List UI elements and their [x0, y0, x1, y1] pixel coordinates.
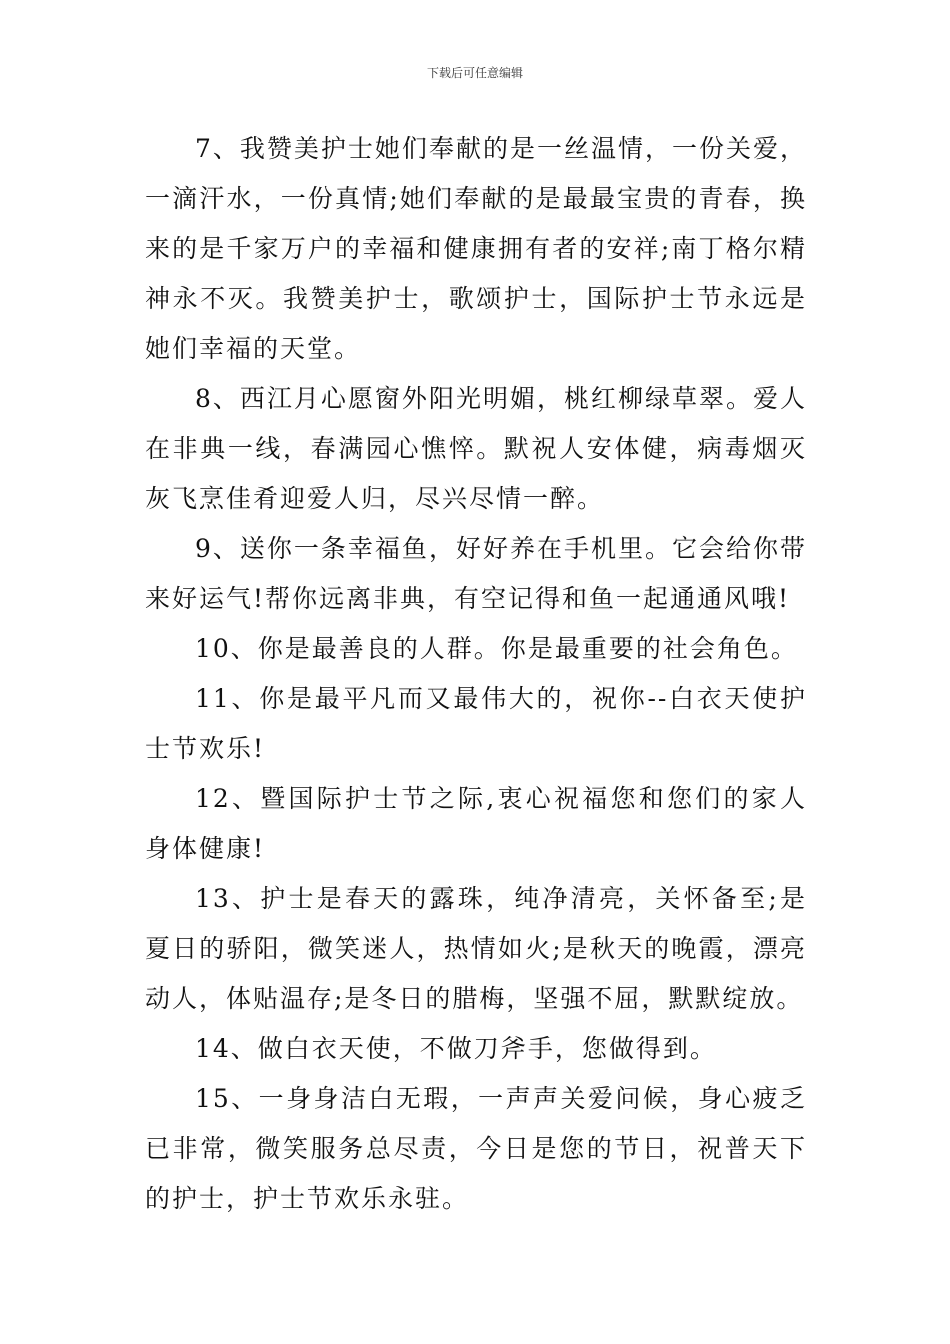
paragraph-10: 10、你是最善良的人群。你是最重要的社会角色。	[195, 634, 798, 663]
paragraph-14: 14、做白衣天使，不做刀斧手，您做得到。	[195, 1034, 717, 1063]
paragraph-12: 12、暨国际护士节之际,衷心祝福您和您们的家人身体健康!	[145, 784, 807, 863]
paragraph-13: 13、护士是春天的露珠，纯净清亮，关怀备至;是夏日的骄阳，微笑迷人，热情如火;是秋天的晚霞，漂亮动人，体贴温存;是冬日的腊梅，坚强不屈，默默绽放。	[145, 884, 807, 1013]
paragraph-8: 8、西江月心愿窗外阳光明媚，桃红柳绿草翠。爱人在非典一线，春满园心憔悴。默祝人安体健，病毒烟灭灰飞烹佳肴迎爱人归，尽兴尽情一醉。	[145, 384, 807, 513]
page-header: 下载后可任意编辑	[426, 66, 523, 80]
document-body	[145, 124, 807, 1224]
paragraph-9: 9、送你一条幸福鱼，好好养在手机里。它会给你带来好运气!帮你远离非典，有空记得和鱼一起通通风哦!	[145, 534, 807, 613]
paragraph-15: 15、一身身洁白无瑕，一声声关爱问候，身心疲乏已非常，微笑服务总尽责，今日是您的节日，祝普天下的护士，护士节欢乐永驻。	[145, 1084, 807, 1213]
paragraph-11: 11、你是最平凡而又最伟大的，祝你--白衣天使护士节欢乐!	[145, 684, 807, 763]
paragraph-7: 7、我赞美护士她们奉献的是一丝温情，一份关爱，一滴汗水，一份真情;她们奉献的是最最宝贵的青春，换来的是千家万户的幸福和健康拥有者的安祥;南丁格尔精神永不灭。我赞美护士，歌颂护士，国际护士节永远是她们幸福的天堂。	[145, 134, 807, 363]
